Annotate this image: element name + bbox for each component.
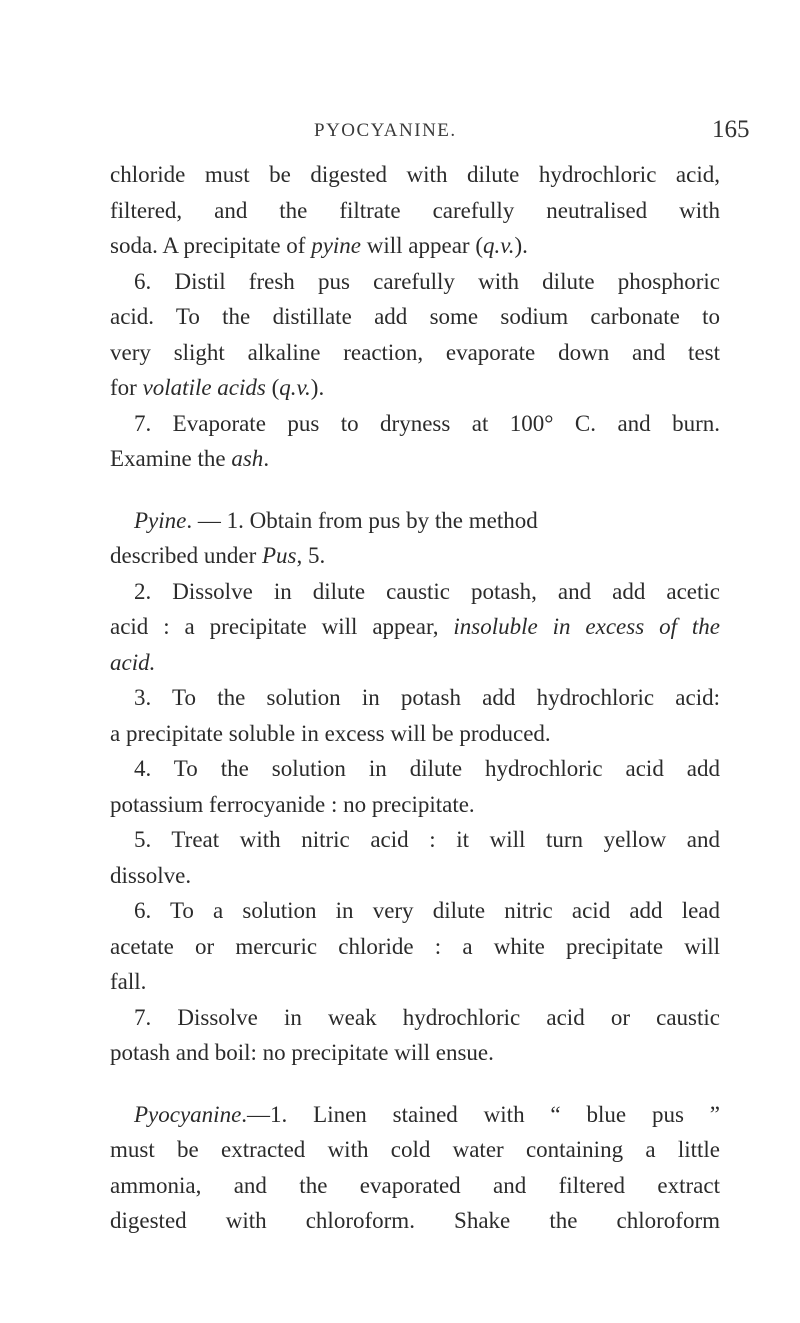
section-title-pyine: Pyine <box>134 507 187 533</box>
text-line: very slight alkaline reaction, evaporate down and test <box>110 339 720 365</box>
text-line: Examine the ash. <box>110 446 270 471</box>
text-line: fall. <box>110 969 147 994</box>
text-line: a precipitate soluble in excess will be produced. <box>110 720 551 746</box>
text-line: 4. To the solution in dilute hydrochloric acid add <box>134 756 720 781</box>
running-head <box>0 116 800 156</box>
text-line: acid : a precipitate will appear, insoluble in excess of the <box>110 614 720 639</box>
section-heading-line: Pyine. — 1. Obtain from pus by the method <box>134 507 538 533</box>
text-line: potassium ferrocyanide : no precipitate. <box>110 791 475 817</box>
text-line: acid. To the distillate add some sodium carbonate to <box>110 304 720 329</box>
text-line: 2. Dissolve in dilute caustic potash, and add acetic <box>134 578 720 604</box>
text-line: dissolve. <box>110 862 192 888</box>
emphasis-insoluble: insoluble in excess of the <box>453 614 720 639</box>
term-pus: Pus <box>262 543 297 568</box>
text-line: 7. Dissolve in weak hydrochloric acid or caustic <box>134 1004 720 1030</box>
text-line: 6. Distil fresh pus carefully with dilute phosphoric <box>134 268 720 294</box>
text-line: digested with chloroform. Shake the chloroform <box>110 1208 720 1233</box>
term-pyine: pyine <box>311 233 362 258</box>
body-text <box>110 157 720 1239</box>
text-line: soda. A precipitate of pyine will appear (q.v.). <box>110 233 528 258</box>
running-title: PYOCYANINE. <box>314 120 457 141</box>
section-title-pyocyanine: Pyocyanine <box>134 1101 242 1127</box>
text-line: described under Pus, 5. <box>110 543 326 568</box>
text-line: for volatile acids (q.v.). <box>110 375 325 400</box>
term-volatile-acids: volatile acids <box>142 375 266 400</box>
text-line: 5. Treat with nitric acid : it will turn yellow and <box>134 827 720 852</box>
text-line: acetate or mercuric chloride : a white precipitate will <box>110 933 720 959</box>
section-heading-line: Pyocyanine.—1. Linen stained with “ blue pus ” <box>134 1101 720 1127</box>
text-line: 6. To a solution in very dilute nitric acid add lead <box>134 898 720 923</box>
text-line: acid. <box>110 649 156 675</box>
text-line: filtered, and the filtrate carefully neutralised with <box>110 197 720 223</box>
paragraph-gap <box>110 1071 720 1097</box>
text-line: chloride must be digested with dilute hydrochloric acid, <box>110 162 720 187</box>
paragraph-gap <box>110 477 720 503</box>
text-line: ammonia, and the evaporated and filtered extract <box>110 1172 720 1198</box>
term-ash: ash <box>231 446 264 471</box>
text-line: 7. Evaporate pus to dryness at 100° C. and burn. <box>134 410 720 436</box>
text-line: 3. To the solution in potash add hydrochloric acid: <box>134 685 720 710</box>
page-number: 165 <box>712 116 750 143</box>
text-line: potash and boil: no precipitate will ensue. <box>110 1040 494 1065</box>
text-line: must be extracted with cold water containing a little <box>110 1137 720 1162</box>
